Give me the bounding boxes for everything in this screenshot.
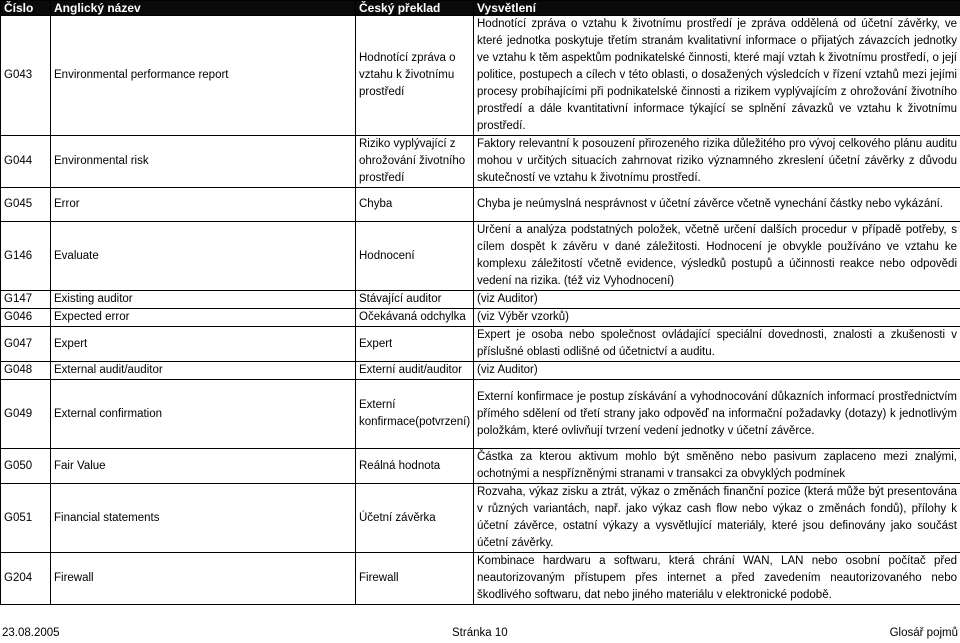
table-row [1,291,960,309]
table-row [1,449,960,484]
row-czech: Externí konfirmace(potvrzení) [356,380,474,449]
table-row [1,309,960,327]
row-english: Expert [51,327,356,362]
table-row [1,484,960,553]
row-description: Rozvaha, výkaz zisku a ztrát, výkaz o změnách finanční pozice (která může být presentována v různých variantách, např. jako výkaz cash flow nebo výkaz o změnách fondů), přílohy k účetní závěrce, ostatní výkazy a vysvětlující materiály, které jsou definovány jako součást účetní závěrky. [474,484,960,553]
row-czech: Firewall [356,553,474,605]
col-header-vysvetleni: Vysvětlení [474,1,960,16]
footer-date: 23.08.2005 [2,627,60,639]
row-english: External audit/auditor [51,362,356,380]
table-row [1,188,960,222]
row-id: G045 [1,188,51,222]
row-czech: Očekávaná odchylka [356,309,474,327]
row-id: G050 [1,449,51,484]
table-row [1,222,960,291]
col-header-anglicky: Anglický název [51,1,356,16]
row-czech: Riziko vyplývající z ohrožování životního prostředí [356,136,474,188]
row-description: (viz Auditor) [474,291,960,309]
footer-page-number: Stránka 10 [452,627,508,639]
row-english: External confirmation [51,380,356,449]
table-row [1,327,960,362]
row-english: Error [51,188,356,222]
row-id: G043 [1,16,51,136]
row-czech: Stávající auditor [356,291,474,309]
table-row [1,16,960,136]
row-czech: Hodnocení [356,222,474,291]
row-english: Financial statements [51,484,356,553]
row-english: Firewall [51,553,356,605]
row-description: Chyba je neúmyslná nesprávnost v účetní závěrce včetně vynechání částky nebo vykázání. [474,188,960,222]
header-row [1,1,960,16]
col-header-cesky: Český překlad [356,1,474,16]
row-english: Existing auditor [51,291,356,309]
row-description: Částka za kterou aktivum mohlo být směněno nebo pasivum zaplaceno mezi znalými, ochotnými a nespřízněnými stranami v transakci za obvyklých podmínek [474,449,960,484]
row-czech: Reálná hodnota [356,449,474,484]
footer-document-title: Glosář pojmů [889,627,958,639]
row-description: Hodnotící zpráva o vztahu k životnímu prostředí je zpráva oddělená od účetní závěrky, ve které jednotka poskytuje třetím stranám kvalitativní informace o přijatých závazcích jednotky ve vztahu k těm aspektům podnikatelské činnosti, které mají vztah k životnímu prostředí, o její politice, postupech a cílech v této oblasti, o dosažených výsledcích v řízení vztahů mezi jejími procesy probíhajícími při podnikatelské činnosti a rizikem vyplývajícím z ohrožování životního prostředí a dále kvantitativní informace týkající se splnění závazků ve vztahu k životnímu prostředí. [474,16,960,136]
row-czech: Hodnotící zpráva o vztahu k životnímu prostředí [356,16,474,136]
row-description: Expert je osoba nebo společnost ovládající speciální dovednosti, znalosti a zkušenosti v příslušné oblasti odlišné od účetnictví a auditu. [474,327,960,362]
row-description: (viz Výběr vzorků) [474,309,960,327]
row-id: G204 [1,553,51,605]
col-header-cislo: Číslo [1,1,51,16]
row-description: Kombinace hardwaru a softwaru, která chrání WAN, LAN nebo osobní počítač před neautorizovaným přístupem přes internet a před zavedením neautorizovaného nebo škodlivého softwaru, dat nebo jiného materiálu v elektronické podobě. [474,553,960,605]
table-row [1,553,960,605]
table-row [1,380,960,449]
row-description: (viz Auditor) [474,362,960,380]
row-id: G146 [1,222,51,291]
row-id: G051 [1,484,51,553]
row-id: G147 [1,291,51,309]
row-id: G048 [1,362,51,380]
row-czech: Chyba [356,188,474,222]
table-row [1,136,960,188]
row-czech: Účetní závěrka [356,484,474,553]
row-id: G047 [1,327,51,362]
row-id: G046 [1,309,51,327]
row-czech: Expert [356,327,474,362]
table-row [1,362,960,380]
row-description: Faktory relevantní k posouzení přirozeného rizika důležitého pro vývoj celkového plánu auditu mohou v určitých situacích zahrnovat riziko významného zkreslení účetní závěrky z důvodu skutečností ve vztahu k životnímu prostředí. [474,136,960,188]
row-english: Evaluate [51,222,356,291]
row-czech: Externí audit/auditor [356,362,474,380]
row-english: Fair Value [51,449,356,484]
row-description: Externí konfirmace je postup získávání a vyhodnocování důkazních informací prostřednictvím přímého sdělení od třetí strany jako odpověď na informační požadavky (dotazy) k jednotlivým položkám, které ovlivňují tvrzení vedení jednotky v účetní závěrce. [474,380,960,449]
row-id: G044 [1,136,51,188]
row-english: Environmental performance report [51,16,356,136]
row-english: Expected error [51,309,356,327]
row-english: Environmental risk [51,136,356,188]
row-description: Určení a analýza podstatných položek, včetně určení dalších procedur v případě potřeby, s cílem dospět k závěru v dané záležitosti. Hodnocení je obvykle používáno ve vztahu ke komplexu záležitostí včetně evidence, výsledků postupů a účinnosti reakce nebo odpovědi vedení na rizika. (též viz Vyhodnocení) [474,222,960,291]
row-id: G049 [1,380,51,449]
